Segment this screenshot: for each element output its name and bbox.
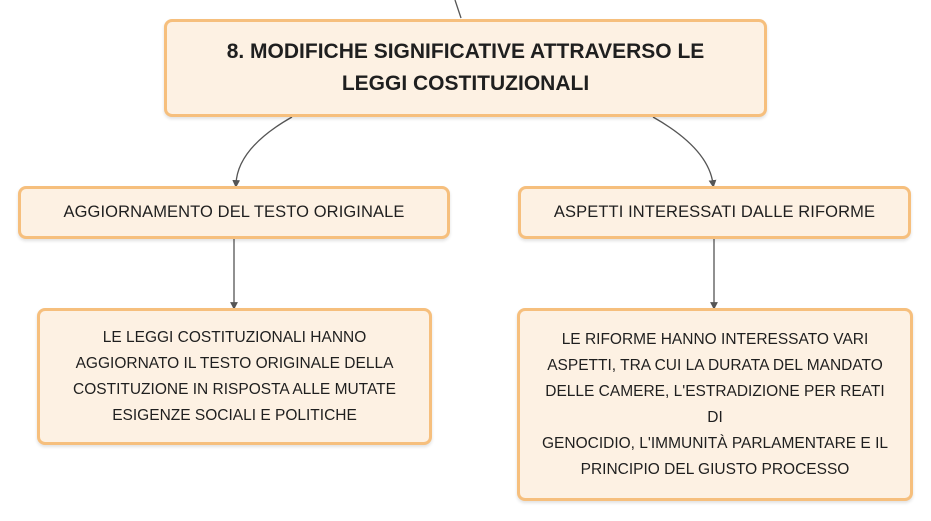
detail-node-aspetti[interactable] [517,308,913,501]
connector-incoming [455,0,461,18]
detail-line: LE LEGGI COSTITUZIONALI HANNO [102,328,367,346]
detail-text [73,325,396,429]
branch-label: AGGIORNAMENTO DEL TESTO ORIGINALE [63,203,405,221]
branch-node-aspetti[interactable] [518,186,911,239]
detail-line: DELLE CAMERE, L'ESTRADIZIONE PER REATI DI [545,382,885,426]
connector-title-right [653,117,713,184]
detail-text [536,327,894,483]
detail-line: PRINCIPIO DEL GIUSTO PROCESSO [580,460,850,478]
detail-line: AGGIORNATO IL TESTO ORIGINALE DELLA [75,354,394,372]
detail-line: ESIGENZE SOCIALI E POLITICHE [112,406,357,424]
detail-line: LE RIFORME HANNO INTERESSATO VARI [561,330,869,348]
branch-label: ASPETTI INTERESSATI DALLE RIFORME [553,203,876,221]
central-topic-line-2: LEGGI COSTITUZIONALI [341,72,590,95]
detail-line: COSTITUZIONE IN RISPOSTA ALLE MUTATE [73,380,396,398]
detail-node-aggiornamento[interactable] [37,308,432,445]
connector-title-left [236,117,292,184]
detail-line: GENOCIDIO, L'IMMUNITÀ PARLAMENTARE E IL [541,434,889,452]
central-topic-line-1: 8. MODIFICHE SIGNIFICATIVE ATTRAVERSO LE [226,40,705,63]
central-topic-text [227,36,705,100]
central-topic-node[interactable] [164,19,767,117]
branch-node-aggiornamento[interactable] [18,186,450,239]
detail-line: ASPETTI, TRA CUI LA DURATA DEL MANDATO [547,356,883,374]
